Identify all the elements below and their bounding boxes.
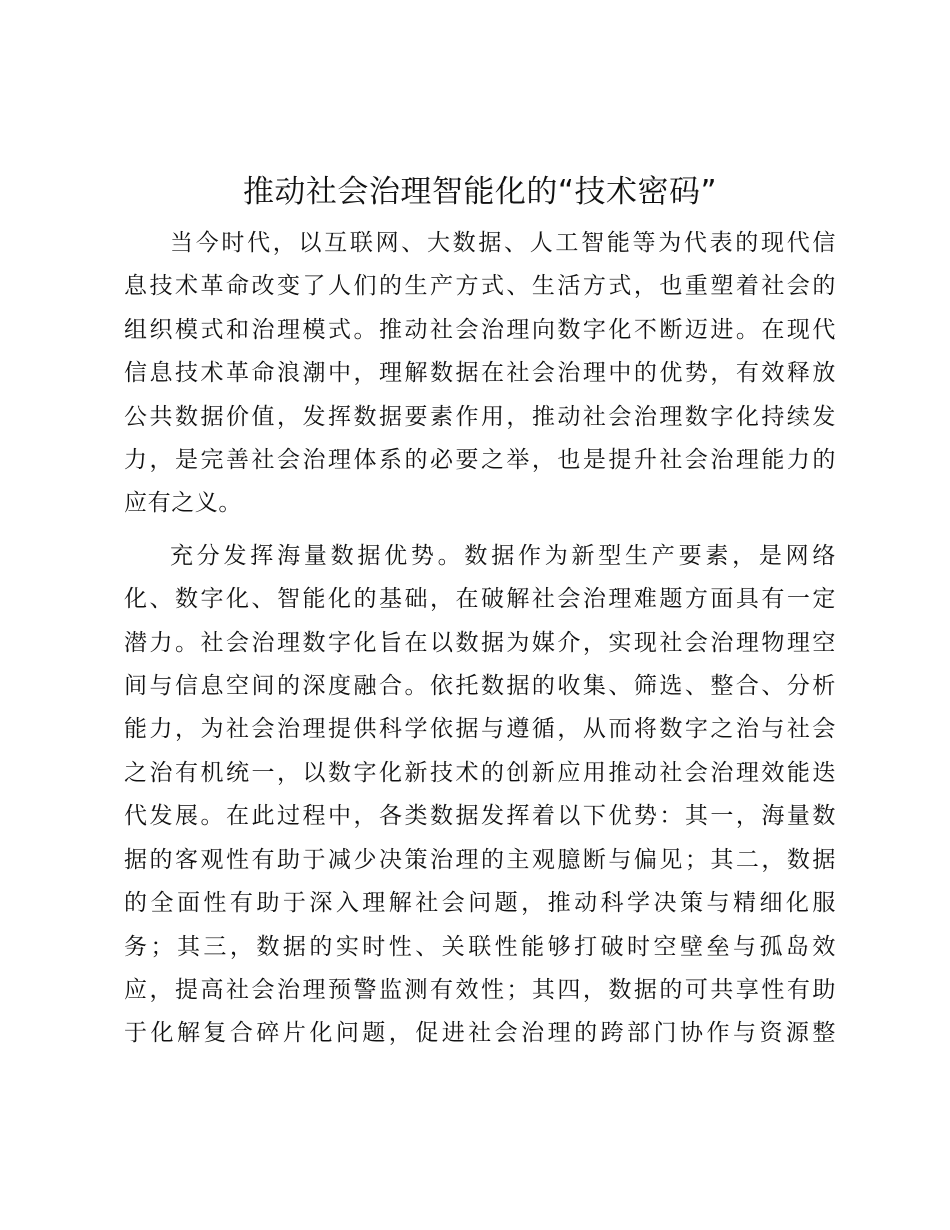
paragraph-line: 公共数据价值，发挥数据要素作用，推动社会治理数字化持续发 [124,403,836,430]
paragraph-line: 之治有机统一，以数字化新技术的创新应用推动社会治理效能迭 [124,759,836,786]
document-page [124,168,836,1056]
paragraph-line: 组织模式和治理模式。推动社会治理向数字化不断迈进。在现代 [124,316,836,343]
paragraph-line: 潜力。社会治理数字化旨在以数据为媒介，实现社会治理物理空 [124,629,836,656]
paragraph-data-advantage [124,535,836,1056]
paragraph-line: 充分发挥海量数据优势。数据作为新型生产要素，是网络 [170,542,836,569]
paragraph-line: 息技术革命改变了人们的生产方式、生活方式，也重塑着社会的 [124,273,836,300]
paragraph-line: 化、数字化、智能化的基础，在破解社会治理难题方面具有一定 [124,586,836,613]
paragraph-line: 力，是完善社会治理体系的必要之举，也是提升社会治理能力的 [124,447,836,474]
paragraph-line: 当今时代，以互联网、大数据、人工智能等为代表的现代信 [170,230,836,256]
paragraph-line: 的全面性有助于深入理解社会问题，推动科学决策与精细化服 [124,890,836,917]
paragraph-line: 于化解复合碎片化问题，促进社会治理的跨部门协作与资源整 [124,1020,836,1047]
paragraph-line: 能力，为社会治理提供科学依据与遵循，从而将数字之治与社会 [124,716,836,743]
paragraph-line: 应，提高社会治理预警监测有效性；其四，数据的可共享性有助 [124,976,836,1003]
document-title: 推动社会治理智能化的“技术密码” [242,174,718,210]
paragraph-line: 应有之义。 [124,490,242,517]
paragraph-line: 代发展。在此过程中，各类数据发挥着以下优势：其一，海量数 [124,803,836,830]
paragraph-line: 间与信息空间的深度融合。依托数据的收集、筛选、整合、分析 [124,673,836,700]
paragraph-line: 据的客观性有助于减少决策治理的主观臆断与偏见；其二，数据 [124,846,836,873]
paragraph-intro [124,222,836,526]
paragraph-line: 务；其三，数据的实时性、关联性能够打破时空壁垒与孤岛效 [124,933,836,960]
paragraph-line: 信息技术革命浪潮中，理解数据在社会治理中的优势，有效释放 [124,360,836,387]
